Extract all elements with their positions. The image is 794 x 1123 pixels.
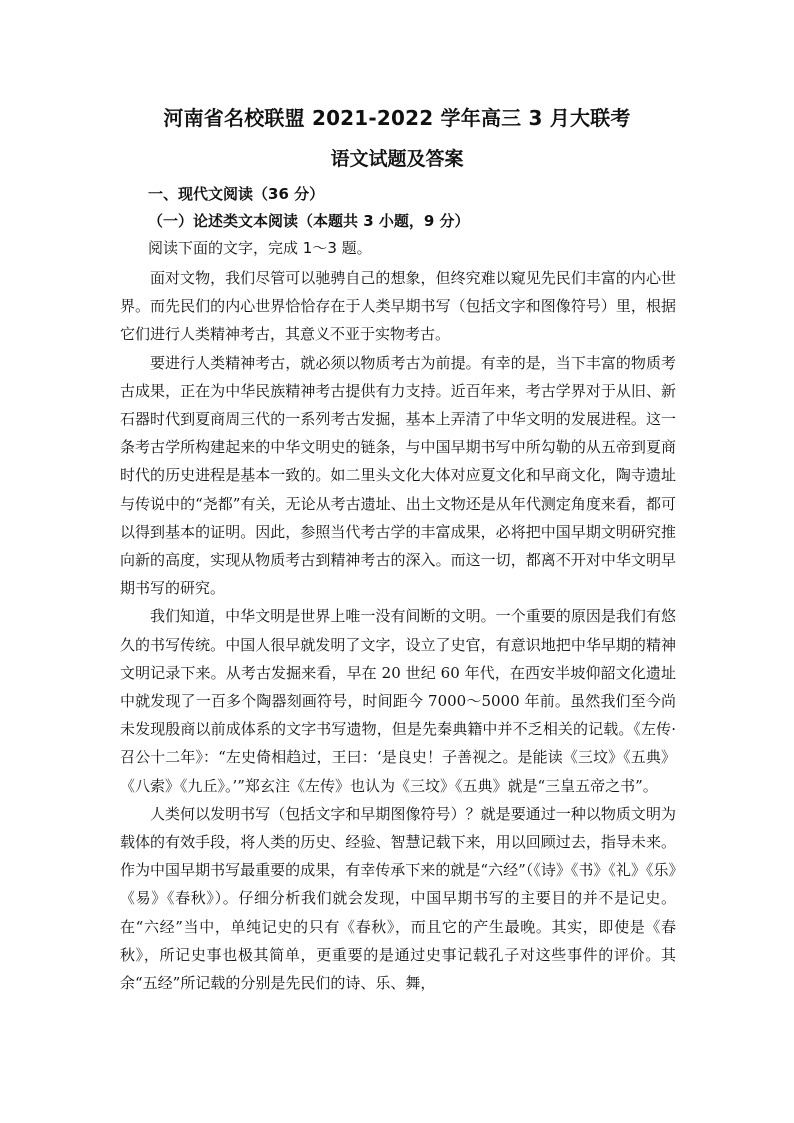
passage-paragraph-2: 要进行人类精神考古，就必须以物质考古为前提。有幸的是，当下丰富的物质考古成果，正在为中华民族精神考古提供有力支持。近百年来，考古学界对于从旧、新石器时代到夏商周三代的一系列考古发掘，基本上弄清了中华文明的发展进程。这一条考古学所构建起来的中华文明史的链条，与中国早期书写中所勾勒的从五帝到夏商时代的历史进程是基本一致的。如二里头文化大体对应夏文化和早商文化，陶寺遗址与传说中的“尧都”有关，无论从考古遗址、出土文物还是从年代测定角度来看，都可以得到基本的证明。因此，参照当代考古学的丰富成果，必将把中国早期文明研究推向新的高度，实现从物质考古到精神考古的深入。而这一切，都离不开对中华文明早期书写的研究。: [120, 353, 676, 598]
document-subtitle: 语文试题及答案: [330, 148, 464, 170]
passage-paragraph-1: 面对文物，我们尽管可以驰骋自己的想象，但终究难以窥见先民们丰富的内心世界。而先民们的内心世界恰恰存在于人类早期书写（包括文字和图像符号）里，根据它们进行人类精神考古，其意义不亚于实物考古。: [120, 269, 676, 344]
passage-paragraph-3: 我们知道，中华文明是世界上唯一没有间断的文明。一个重要的原因是我们有悠久的书写传统。中国人很早就发明了文字，设立了史官，有意识地把中华早期的精神文明记录下来。从考古发掘来看，早在 20 世纪 60 年代，在西安半坡仰韶文化遗址中就发现了一百多个陶器刻画符号，时间距今 7000～5000 年前。虽然我们至今尚未发现殷商以前成体系的文字书写遗物，但是先秦典籍中并不乏相关的记载。《左传·召公十二年》：“左史倚相趋过，王曰：‘是良史！子善视之。是能读《三坟》《五典》《八索》《九丘》。’”郑玄注《左传》也认为《三坟》《五典》就是“三皇五帝之书”。: [120, 607, 676, 795]
subsection-heading: （一）论述类文本阅读（本题共 3 小题，9 分）: [148, 212, 470, 230]
reading-instruction: 阅读下面的文字，完成 1～3 题。: [148, 239, 372, 257]
reading-passage: [120, 264, 676, 997]
passage-paragraph-4: 人类何以发明书写（包括文字和早期图像符号）？就是要通过一种以物质文明为载体的有效手段，将人类的历史、经验、智慧记载下来，用以回顾过去，指导未来。作为中国早期书写最重要的成果，有幸传承下来的就是“六经”（《诗》《书》《礼》《乐》《易》《春秋》）。仔细分析我们就会发现，中国早期书写的主要目的并不是记史。在“六经”当中，单纯记史的只有《春秋》，而且它的产生最晚。其实，即使是《春秋》，所记史事也极其简单，更重要的是通过史事记载孔子对这些事件的评价。其余“五经”所记载的分别是先民们的诗、乐、舞，: [120, 804, 676, 993]
section-heading: 一、现代文阅读（36 分）: [148, 185, 325, 203]
document-title: 河南省名校联盟 2021-2022 学年高三 3 月大联考: [163, 106, 631, 130]
